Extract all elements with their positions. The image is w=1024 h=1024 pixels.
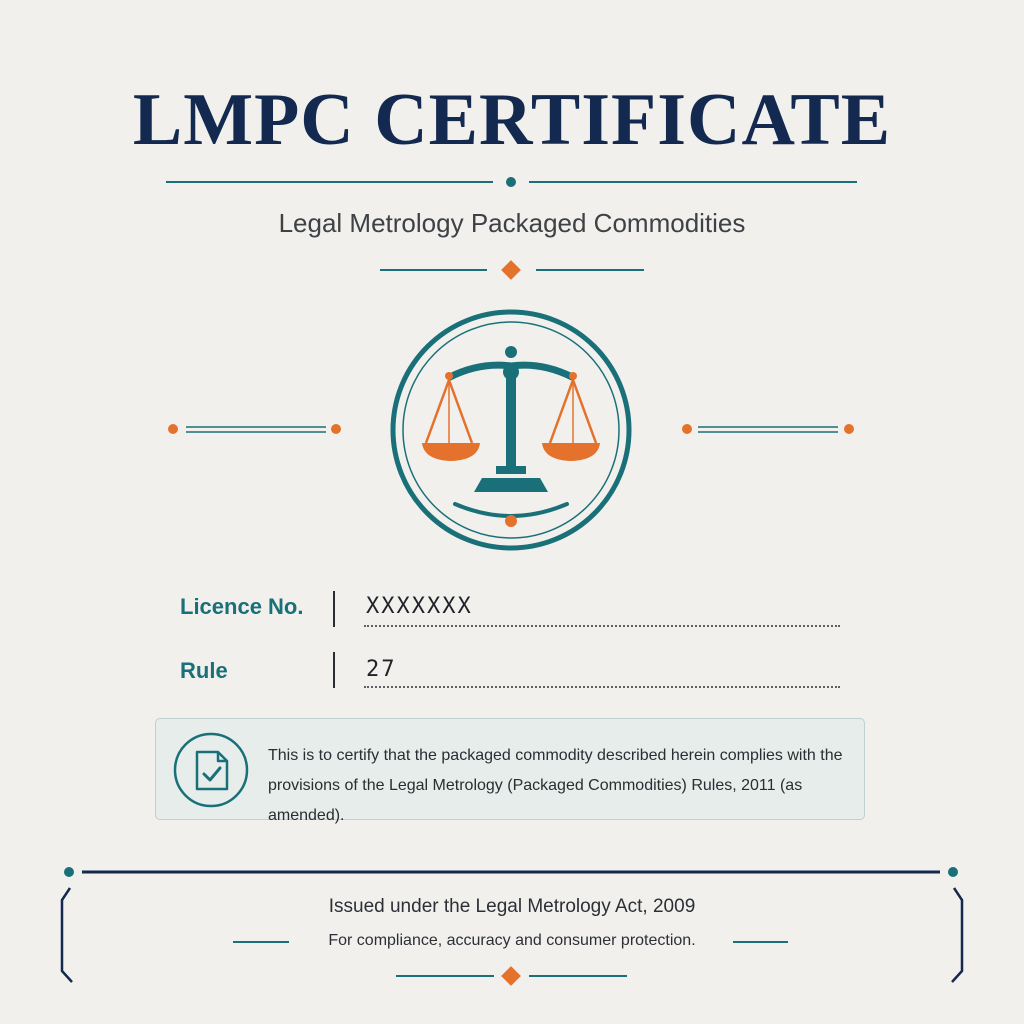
compliance-statement bbox=[155, 718, 865, 824]
footer-divider bbox=[0, 964, 1024, 988]
footer-issued: Issued under the Legal Metrology Act, 2009 bbox=[328, 896, 696, 917]
balance-scale-icon bbox=[422, 346, 600, 492]
statement-text bbox=[268, 741, 858, 831]
subtitle-divider bbox=[0, 258, 1024, 282]
document-check-icon bbox=[172, 731, 250, 809]
certificate-title: LMPC CERTIFICATE bbox=[132, 79, 892, 161]
right-ornament bbox=[682, 424, 854, 434]
licence-value: XXXXXXX bbox=[366, 594, 473, 619]
statement-line-2: provisions of the Legal Metrology (Packaged Commodities) Rules, 2011 (as amended). bbox=[268, 777, 803, 824]
field-separator bbox=[333, 591, 335, 627]
licence-underline bbox=[364, 625, 840, 627]
rule-value: 27 bbox=[366, 657, 397, 682]
title-divider bbox=[0, 170, 1024, 194]
field-separator bbox=[333, 652, 335, 688]
footer-tagline: For compliance, accuracy and consumer protection. bbox=[328, 932, 696, 949]
emblem bbox=[0, 300, 1024, 560]
licence-label: Licence No. bbox=[180, 594, 304, 619]
rule-label: Rule bbox=[180, 658, 228, 683]
certificate-subtitle: Legal Metrology Packaged Commodities bbox=[278, 208, 746, 238]
statement-line-1: This is to certify that the packaged commodity described herein complies with the bbox=[268, 747, 843, 764]
rule-underline bbox=[364, 686, 840, 688]
left-ornament bbox=[168, 424, 341, 434]
